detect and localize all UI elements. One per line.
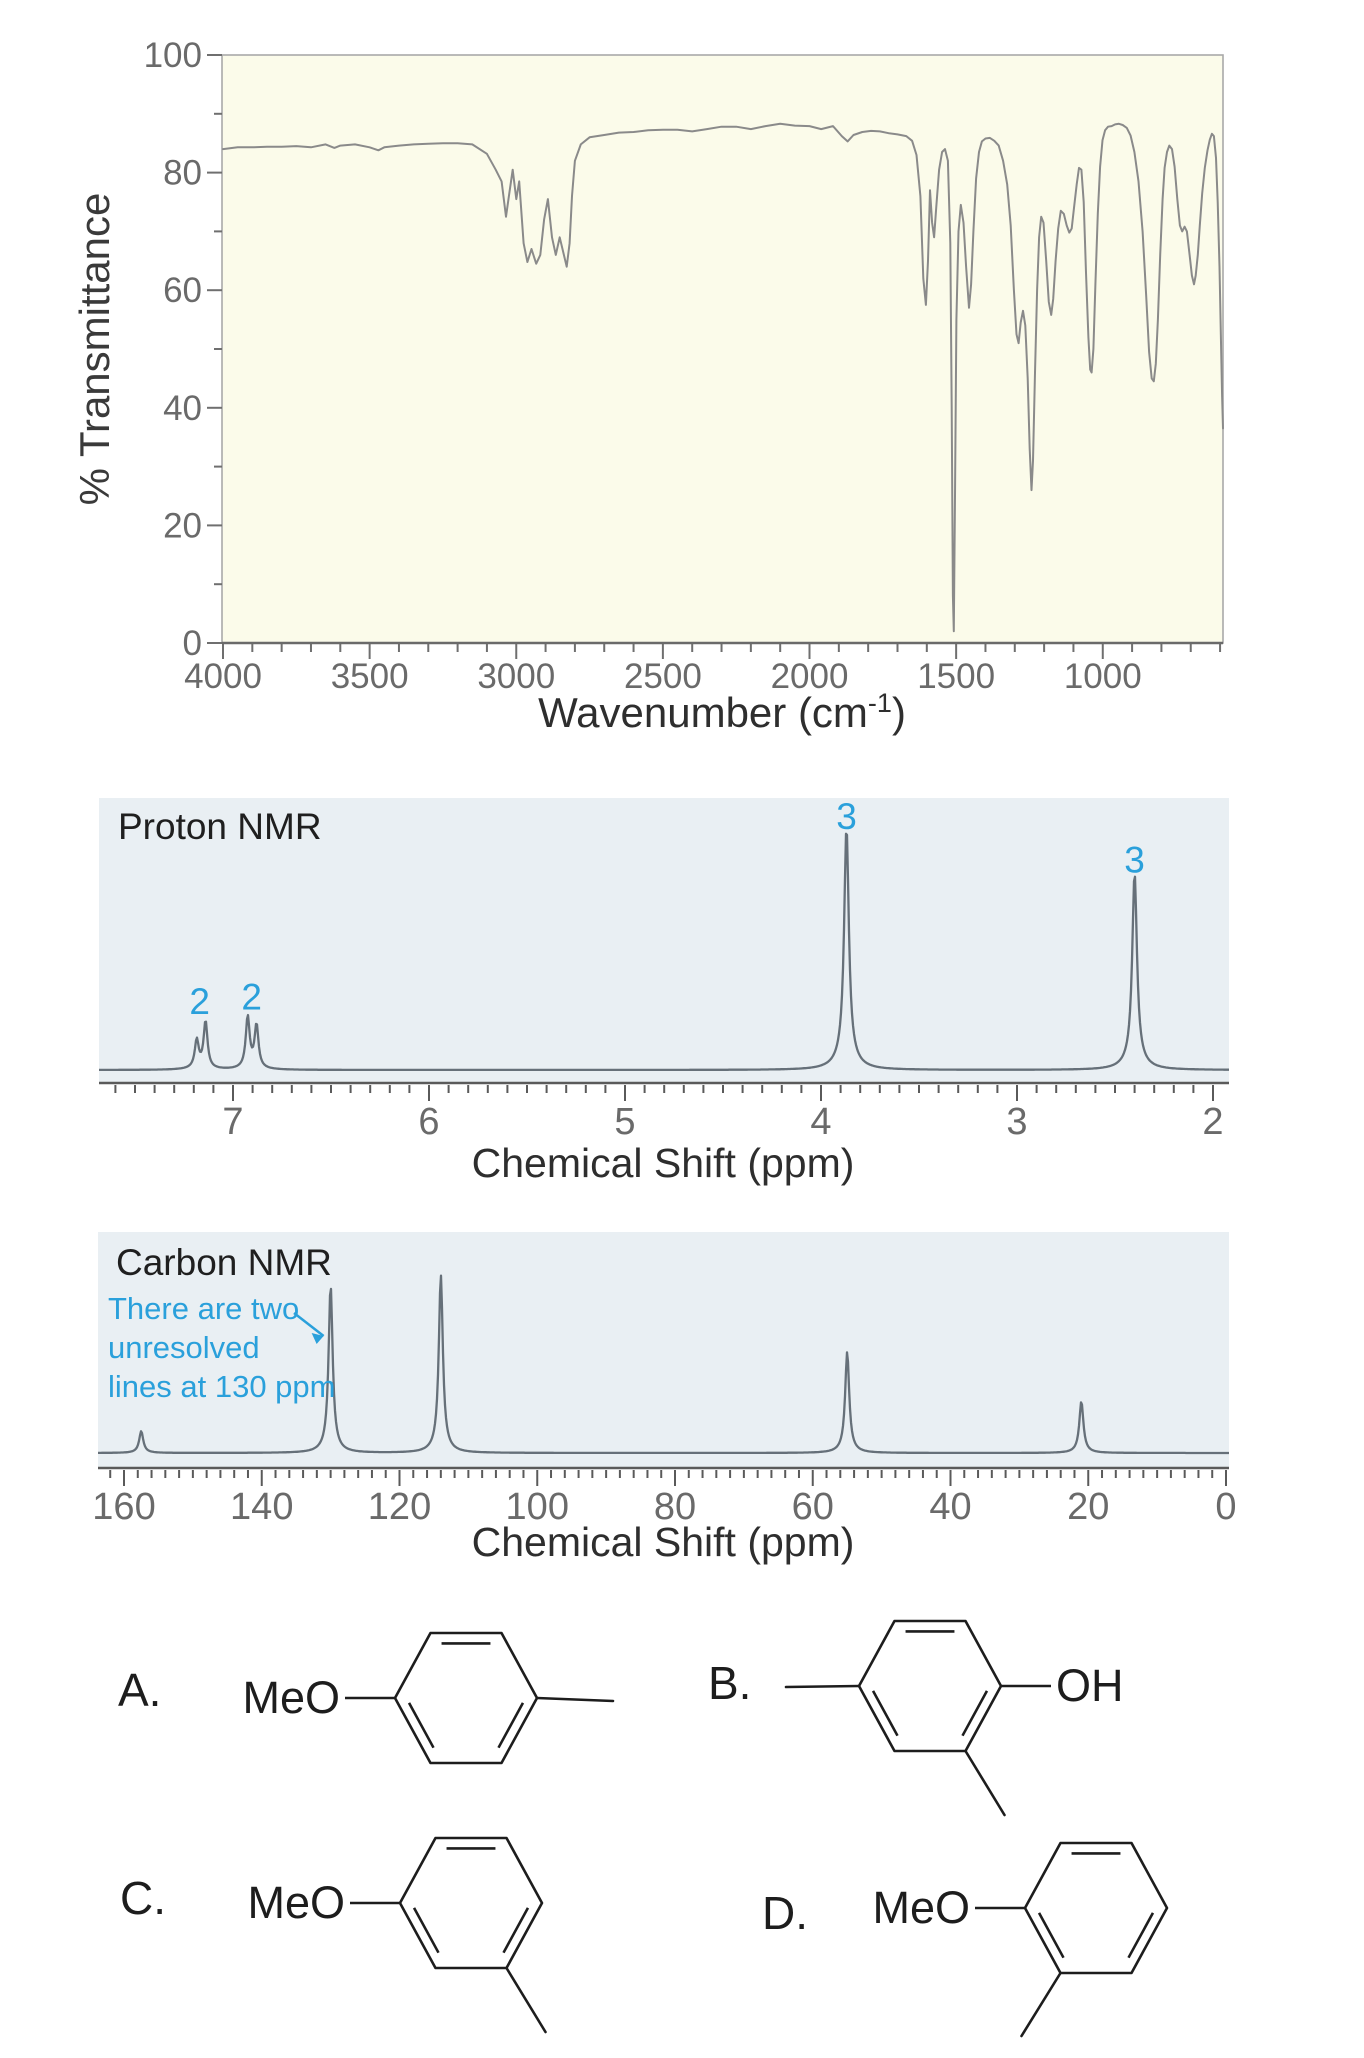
proton-integration-label: 3 — [1124, 839, 1145, 881]
carbon-x-tick-label: 120 — [367, 1486, 432, 1528]
ir-x-tick-label: 1000 — [1063, 657, 1142, 696]
structure-D — [762, 1843, 1167, 2036]
proton-x-tick-label: 3 — [1006, 1101, 1028, 1143]
carbon-annotation-line1: There are two — [108, 1291, 300, 1326]
structure-choice-label: C. — [120, 1872, 166, 1924]
double-bond — [499, 1703, 523, 1748]
carbon-x-tick-label: 160 — [92, 1486, 156, 1528]
methyl-bond — [786, 1686, 859, 1687]
ir-y-tick-label: 80 — [163, 153, 202, 193]
proton-nmr-title: Proton NMR — [118, 806, 322, 847]
carbon-x-axis-title: Chemical Shift (ppm) — [471, 1519, 855, 1565]
carbon-x-tick-label: 60 — [791, 1486, 834, 1528]
proton-integration-label: 3 — [836, 795, 857, 837]
proton-integration-label: 2 — [189, 980, 210, 1022]
carbon-x-tick-label: 0 — [1215, 1486, 1237, 1528]
ir-y-axis-title: % Transmittance — [71, 192, 118, 506]
double-bond — [1129, 1913, 1153, 1958]
ir-x-axis-title-close: ) — [891, 689, 906, 736]
proton-x-tick-label: 6 — [418, 1101, 440, 1143]
proton-x-tick-label: 4 — [810, 1101, 832, 1143]
double-bond — [873, 1691, 897, 1736]
double-bond — [504, 1908, 528, 1953]
structure-choice-label: A. — [118, 1664, 162, 1716]
structure-choice-label: D. — [762, 1887, 808, 1939]
methoxy-label: MeO — [872, 1882, 970, 1933]
methoxy-label: MeO — [242, 1672, 340, 1723]
benzene-ring — [400, 1838, 542, 1968]
carbon-nmr-title: Carbon NMR — [116, 1242, 332, 1283]
carbon-x-tick-label: 20 — [1067, 1486, 1110, 1528]
carbon-annotation-line3: lines at 130 ppm — [108, 1369, 336, 1404]
carbon-x-tick-label: 100 — [505, 1486, 569, 1528]
ir-y-tick-label: 40 — [163, 388, 202, 428]
benzene-ring — [395, 1633, 537, 1763]
proton-nmr-panel — [99, 795, 1229, 1082]
methoxy-label: MeO — [247, 1877, 345, 1928]
ir-x-tick-label: 3000 — [477, 657, 556, 696]
ir-x-axis-title-text: Wavenumber (cm — [538, 689, 868, 736]
ir-y-tick-label: 0 — [182, 624, 202, 663]
structure-A — [118, 1633, 613, 1763]
benzene-ring — [1025, 1843, 1167, 1973]
ir-x-tick-label: 1500 — [917, 657, 996, 696]
methyl-bond — [537, 1698, 613, 1701]
proton-x-tick-label: 5 — [614, 1101, 636, 1143]
benzene-ring — [859, 1621, 1001, 1751]
double-bond — [963, 1691, 987, 1736]
ir-x-tick-label: 3500 — [330, 657, 409, 696]
ir-y-tick-label: 20 — [163, 506, 202, 546]
proton-x-axis-title: Chemical Shift (ppm) — [471, 1140, 855, 1186]
carbon-x-tick-label: 140 — [230, 1486, 294, 1528]
carbon-x-tick-label: 80 — [653, 1486, 697, 1528]
proton-integration-label: 2 — [241, 976, 262, 1018]
structure-C — [120, 1838, 546, 2032]
structure-B — [708, 1621, 1124, 1815]
carbon-annotation-line2: unresolved — [108, 1330, 260, 1365]
proton-x-tick-label: 7 — [222, 1101, 244, 1143]
double-bond — [1039, 1913, 1063, 1958]
hydroxyl-label: OH — [1056, 1660, 1124, 1711]
ir-x-tick-label: 2500 — [623, 657, 702, 696]
methyl-bond — [966, 1751, 1005, 1815]
methyl-bond — [507, 1968, 546, 2032]
ir-x-tick-label: 4000 — [184, 657, 262, 696]
ir-y-tick-label: 60 — [163, 271, 202, 311]
carbon-x-tick-label: 40 — [929, 1486, 972, 1528]
ir-y-tick-label: 100 — [143, 36, 202, 75]
double-bond — [414, 1908, 438, 1953]
ir-x-tick-label: 2000 — [770, 657, 849, 696]
methyl-bond — [1022, 1973, 1061, 2036]
ir-x-axis-title-sup: -1 — [867, 688, 892, 718]
carbon-nmr-panel — [98, 1232, 1229, 1467]
structure-choice-label: B. — [708, 1657, 752, 1709]
double-bond — [409, 1703, 433, 1748]
proton-x-tick-label: 2 — [1202, 1101, 1224, 1143]
ir-plot-area — [222, 55, 1223, 643]
